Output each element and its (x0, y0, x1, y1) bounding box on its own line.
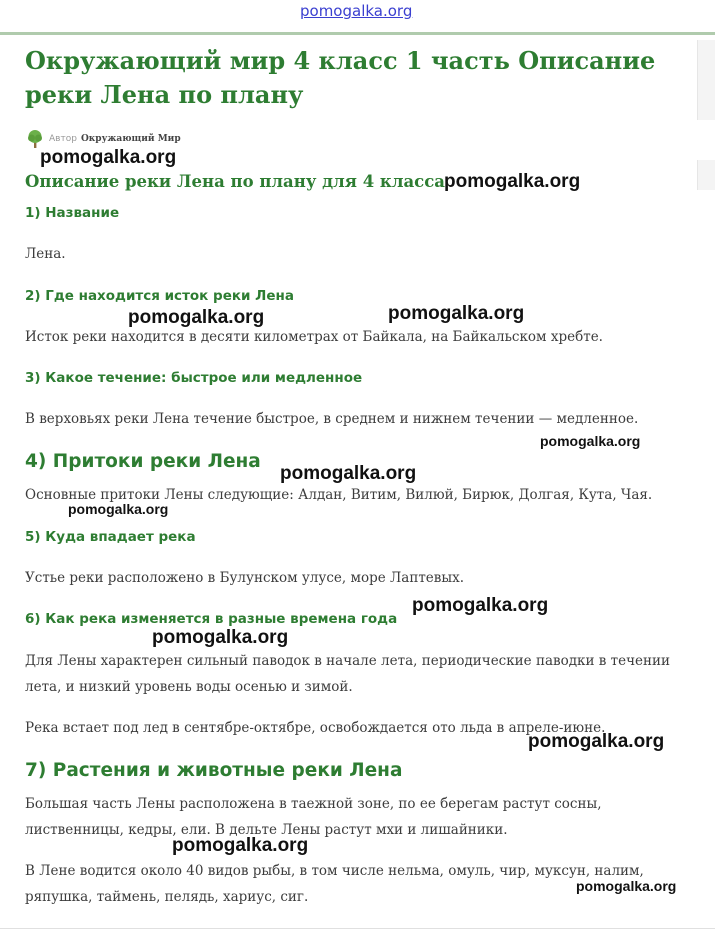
watermark: pomogalka.org (68, 501, 169, 517)
watermark: pomogalka.org (412, 595, 549, 616)
article-subtitle: Описание реки Лена по плану для 4 класса (25, 172, 445, 191)
watermark: pomogalka.org (528, 731, 665, 752)
sidebar-edge (697, 40, 715, 120)
author-name[interactable]: Окружающий Мир (80, 134, 181, 144)
paragraph: Лена. (25, 246, 66, 262)
site-link[interactable]: pomogalka.org (300, 2, 413, 20)
section-heading: 1) Название (25, 205, 120, 221)
watermark: pomogalka.org (388, 303, 525, 324)
watermark: pomogalka.org (540, 433, 641, 449)
sidebar-edge-2 (697, 160, 715, 190)
top-bar (0, 0, 715, 30)
tree-icon (25, 129, 45, 149)
content-bottom-edge (0, 928, 715, 929)
author-label: Автор (49, 134, 77, 144)
paragraph: Большая часть Лены расположена в таежной зоне, по ее берегам растут сосны, лиственницы, кедры, ели. В дельте Лены растут мхи и лишайники. (25, 796, 602, 838)
section-heading: 2) Где находится исток реки Лена (25, 288, 294, 304)
watermark: pomogalka.org (152, 627, 289, 648)
section-heading: 4) Притоки реки Лена (25, 451, 261, 472)
header-divider (0, 32, 715, 35)
paragraph: Устье реки расположено в Булунском улусе, море Лаптевых. (25, 570, 465, 586)
section-heading: 3) Какое течение: быстрое или медленное (25, 370, 363, 386)
paragraph: Река встает под лед в сентябре-октябре, освобождается ото льда в апреле-июне. (25, 720, 606, 736)
watermark: pomogalka.org (172, 835, 309, 856)
paragraph: Исток реки находится в десяти километрах от Байкала, на Байкальском хребте. (25, 329, 603, 345)
paragraph: В Лене водится около 40 видов рыбы, в том числе нельма, омуль, чир, муксун, налим, ряпушка, таймень, пелядь, хариус, сиг. (25, 863, 644, 905)
article-title: Окружающий мир 4 класс 1 часть Описание реки Лена по плану (25, 46, 656, 109)
watermark: pomogalka.org (128, 307, 265, 328)
section-heading: 7) Растения и животные реки Лена (25, 760, 403, 781)
paragraph: Для Лены характерен сильный паводок в начале лета, периодические паводки в течении лета, и низкий уровень воды осенью и зимой. (25, 653, 671, 695)
watermark: pomogalka.org (576, 878, 677, 894)
paragraph: Основные притоки Лены следующие: Алдан, Витим, Вилюй, Бирюк, Долгая, Кута, Чая. (25, 487, 653, 503)
paragraph: В верховьях реки Лена течение быстрое, в среднем и нижнем течении — медленное. (25, 411, 639, 427)
watermark: pomogalka.org (280, 463, 417, 484)
section-heading: 5) Куда впадает река (25, 529, 196, 545)
watermark: pomogalka.org (444, 171, 581, 192)
section-heading: 6) Как река изменяется в разные времена года (25, 611, 398, 627)
watermark: pomogalka.org (40, 147, 177, 168)
